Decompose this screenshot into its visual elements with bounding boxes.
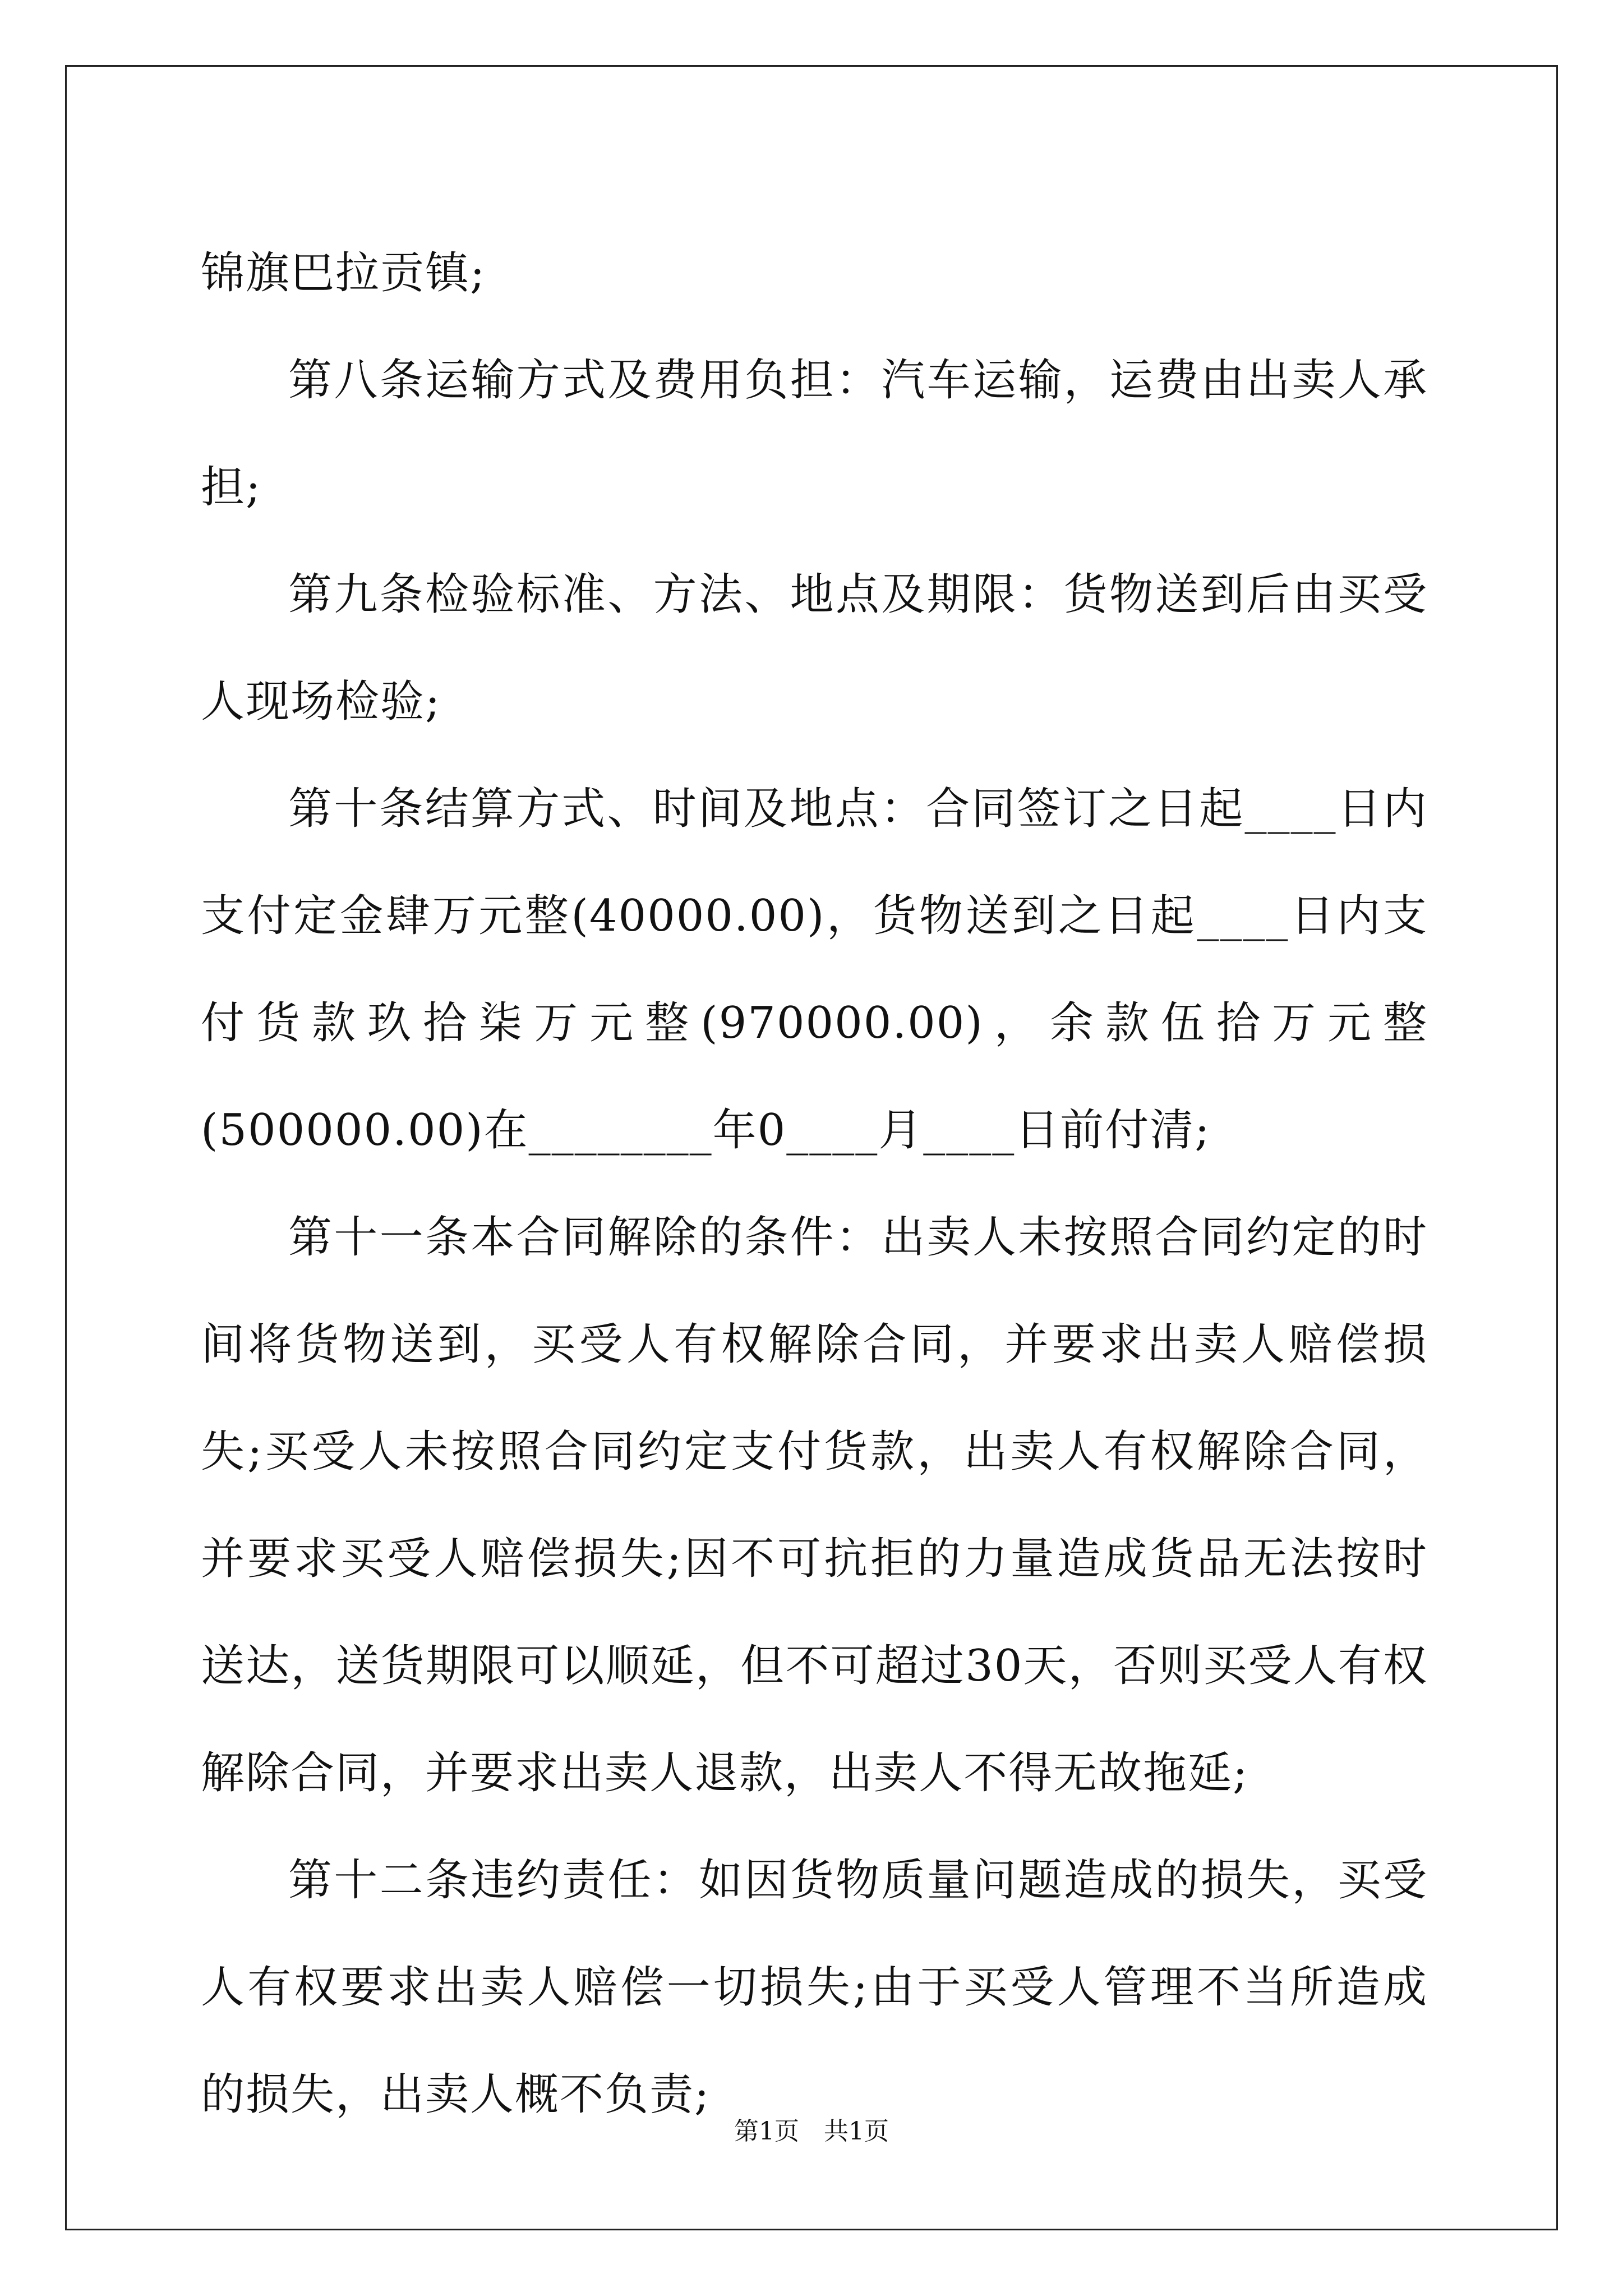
document-body (201, 220, 1428, 2148)
paragraph-continuation: 锦旗巴拉贡镇; (201, 248, 486, 298)
page-number-footer: 第1页 共1页 (734, 2117, 889, 2146)
paragraph-article-8: 第八条运输方式及费用负担：汽车运输，运费由出卖人承担; (201, 355, 1428, 513)
paragraph-article-11: 第十一条本合同解除的条件：出卖人未按照合同约定的时间将货物送到，买受人有权解除合同，并要求出卖人赔偿损失;买受人未按照合同约定支付货款，出卖人有权解除合同，并要求买受人赔偿损失;因不可抗拒的力量造成货品无法按时送达，送货期限可以顺延，但不可超过30天，否则买受人有权解除合同，并要求出卖人退款，出卖人不得无故拖延; (201, 1212, 1428, 1798)
paragraph-article-12: 第十二条违约责任：如因货物质量问题造成的损失，买受人有权要求出卖人赔偿一切损失;由于买受人管理不当所造成的损失，出卖人概不负责; (201, 1855, 1428, 2120)
paragraph-article-10: 第十条结算方式、时间及地点：合同签订之日起____日内支付定金肆万元整(40000.00)，货物送到之日起____日内支付货款玖拾柒万元整(970000.00)，余款伍拾万元整(500000.00)在________年0____月____日前付清; (201, 784, 1428, 1156)
paragraph-article-9: 第九条检验标准、方法、地点及期限：货物送到后由买受人现场检验; (201, 569, 1428, 727)
